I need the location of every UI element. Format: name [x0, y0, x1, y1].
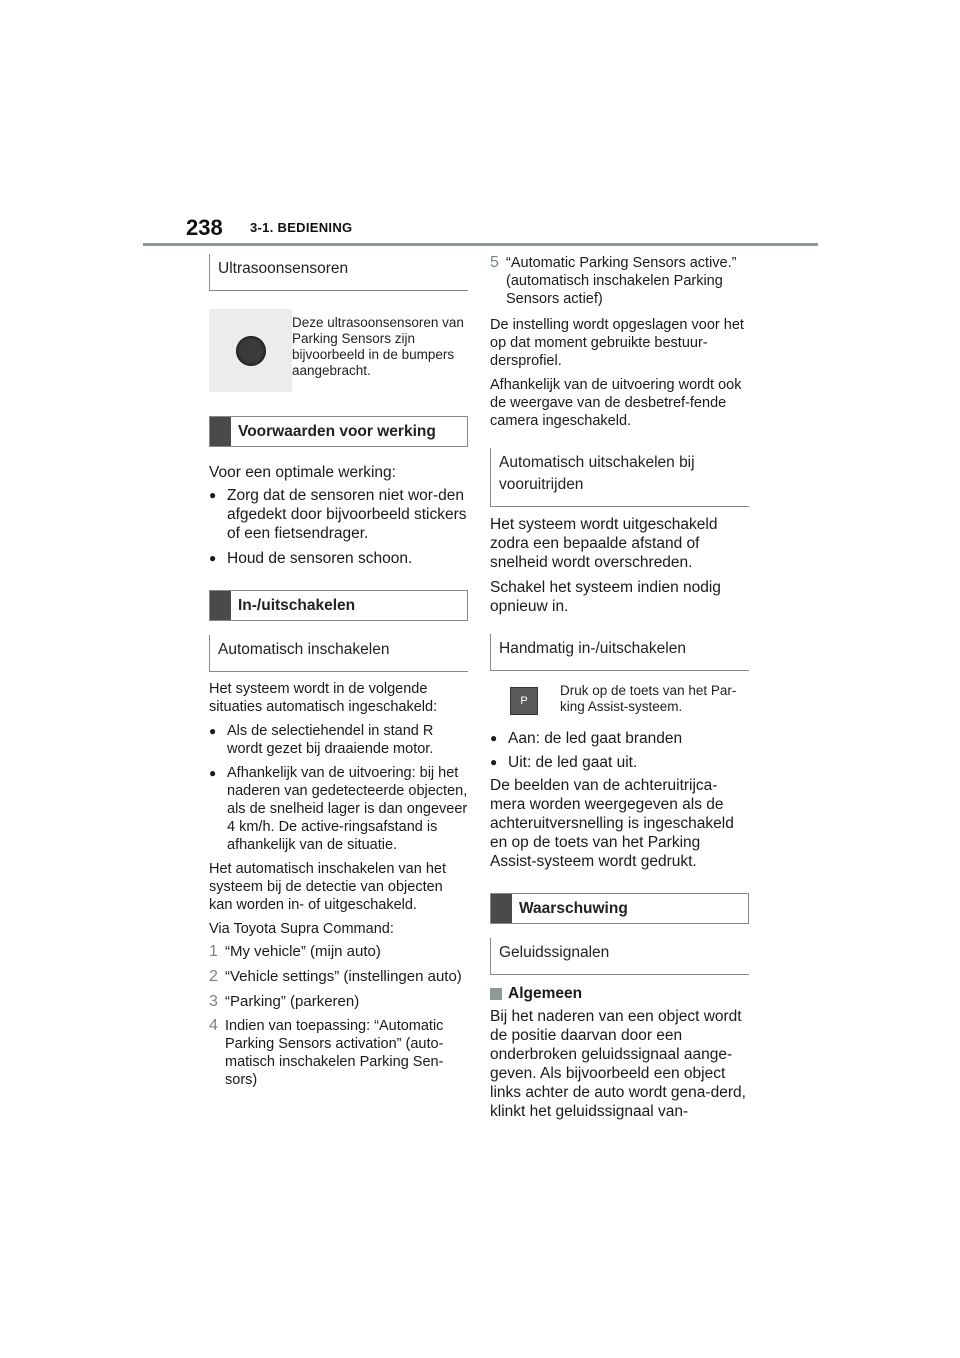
heading-bar [210, 417, 231, 446]
heading-automatisch-uitschakelen: Automatisch uitschakelen bij vooruitrijden [490, 448, 749, 507]
bullet-icon: ● [209, 724, 217, 738]
optimal-intro: Voor een optimale werking: [209, 464, 396, 481]
heading-automatisch-inschakelen: Automatisch inschakelen [209, 635, 468, 672]
heading-voorwaarden-label: Voorwaarden voor werking [238, 422, 436, 440]
step-item [209, 967, 468, 986]
ultrasonic-sensor-icon [236, 336, 266, 366]
step-item [209, 992, 468, 1011]
page-number: 238 [186, 215, 223, 240]
square-bullet-icon [490, 988, 502, 1000]
button-figure [490, 683, 749, 715]
step-item [490, 254, 749, 308]
heading-handmatig: Handmatig in-/uitschakelen [490, 634, 749, 671]
parking-assist-button-icon: P [510, 687, 538, 715]
section-title: 3-1. BEDIENING [250, 220, 353, 235]
list-item-text: Als de selectiehendel in stand R wordt gezet bij draaiende motor. [227, 723, 434, 757]
heading-ultrasoonsensoren: Ultrasoonsensoren [209, 254, 468, 291]
camera-paragraph: Afhankelijk van de uitvoering wordt ook de weergave van de desbetref-fende camera ingeschakeld. [490, 377, 742, 429]
heading-algemeen-label: Algemeen [508, 985, 583, 1002]
heading-algemeen [490, 985, 749, 1003]
auto-intro: Het systeem wordt in de volgende situaties automatisch ingeschakeld: [209, 681, 438, 715]
step-text: Indien van toepassing: “Automatic Parking Sensors activation” (auto-matisch inschakelen Parking Sen-sors) [225, 1018, 444, 1088]
header-rule [143, 243, 818, 246]
step-text: “Vehicle settings” (instellingen auto) [225, 968, 462, 985]
left-column [209, 254, 468, 1089]
bullet-icon: ● [209, 488, 217, 502]
bullet-icon: ● [490, 755, 498, 769]
bullet-icon: ● [490, 731, 498, 745]
heading-waarschuwing [490, 893, 749, 924]
heading-voorwaarden [209, 416, 468, 447]
via-command: Via Toyota Supra Command: [209, 921, 394, 937]
list-item-text: Houd de sensoren schoon. [227, 550, 413, 567]
step-number: 1 [209, 943, 218, 960]
saved-paragraph: De instelling wordt opgeslagen voor het op dat moment gebruikte bestuur-dersprofiel. [490, 317, 744, 369]
list-item-text: Zorg dat de sensoren niet wor-den afgedekt door bijvoorbeeld stickers of een fietsendrager. [227, 487, 467, 542]
step-item [209, 1017, 468, 1089]
auto-paragraph: Het automatisch inschakelen van het systeem bij de detectie van objecten kan worden in- of uitgeschakeld. [209, 861, 446, 913]
list-item-text: Uit: de led gaat uit. [508, 754, 638, 771]
list-item [490, 753, 749, 772]
heading-bar [210, 591, 231, 620]
step-number: 4 [209, 1017, 218, 1034]
sensor-caption: Deze ultrasoonsensoren van Parking Sensors zijn bijvoorbeeld in de bumpers aangebracht. [292, 315, 464, 378]
list-item [209, 764, 468, 854]
list-item-text: Afhankelijk van de uitvoering: bij het naderen van gedetecteerde objecten, als de snelheid lager is dan ongeveer 4 km/h. De active-ringsafstand is afhankelijk van de situatie. [227, 765, 468, 853]
opnieuw-paragraph: Schakel het systeem indien nodig opnieuw in. [490, 579, 721, 615]
step-text: “My vehicle” (mijn auto) [225, 943, 381, 960]
bullet-icon: ● [209, 766, 217, 780]
heading-geluidssignalen: Geluidssignalen [490, 938, 749, 975]
step-number: 5 [490, 254, 499, 271]
list-item [209, 486, 468, 543]
heading-in-uitschakelen-label: In-/uitschakelen [238, 596, 356, 614]
step-text: “Automatic Parking Sensors active.” (automatisch inschakelen Parking Sensors actief) [506, 255, 737, 307]
sensor-figure [209, 309, 468, 392]
sensor-image [209, 309, 292, 392]
heading-waarschuwing-label: Waarschuwing [519, 899, 628, 917]
step-item [209, 942, 468, 961]
step-text: “Parking” (parkeren) [225, 993, 360, 1010]
list-item [490, 729, 749, 748]
list-item [209, 722, 468, 758]
step-number: 2 [209, 968, 218, 985]
algemeen-paragraph: Bij het naderen van een object wordt de positie daarvan door een onderbroken geluidssignaal aange-geven. Als bijvoorbeeld een object links achter de auto wordt gena-derd, klinkt het geluidssignaal van- [490, 1008, 746, 1120]
step-number: 3 [209, 993, 218, 1010]
uit-paragraph: Het systeem wordt uitgeschakeld zodra een bepaalde afstand of snelheid wordt overschreden. [490, 516, 718, 571]
list-item [209, 549, 468, 568]
list-item-text: Aan: de led gaat branden [508, 730, 683, 747]
heading-in-uitschakelen [209, 590, 468, 621]
bullet-icon: ● [209, 551, 217, 565]
button-caption: Druk op de toets van het Par-king Assist-systeem. [560, 683, 737, 714]
right-column [490, 254, 749, 1121]
heading-bar [491, 894, 512, 923]
beelden-paragraph: De beelden van de achteruitrijca-mera worden weergegeven als de achteruitversnelling is ingeschakeld en op de toets van het Parking Assist-systeem wordt gedrukt. [490, 777, 734, 870]
